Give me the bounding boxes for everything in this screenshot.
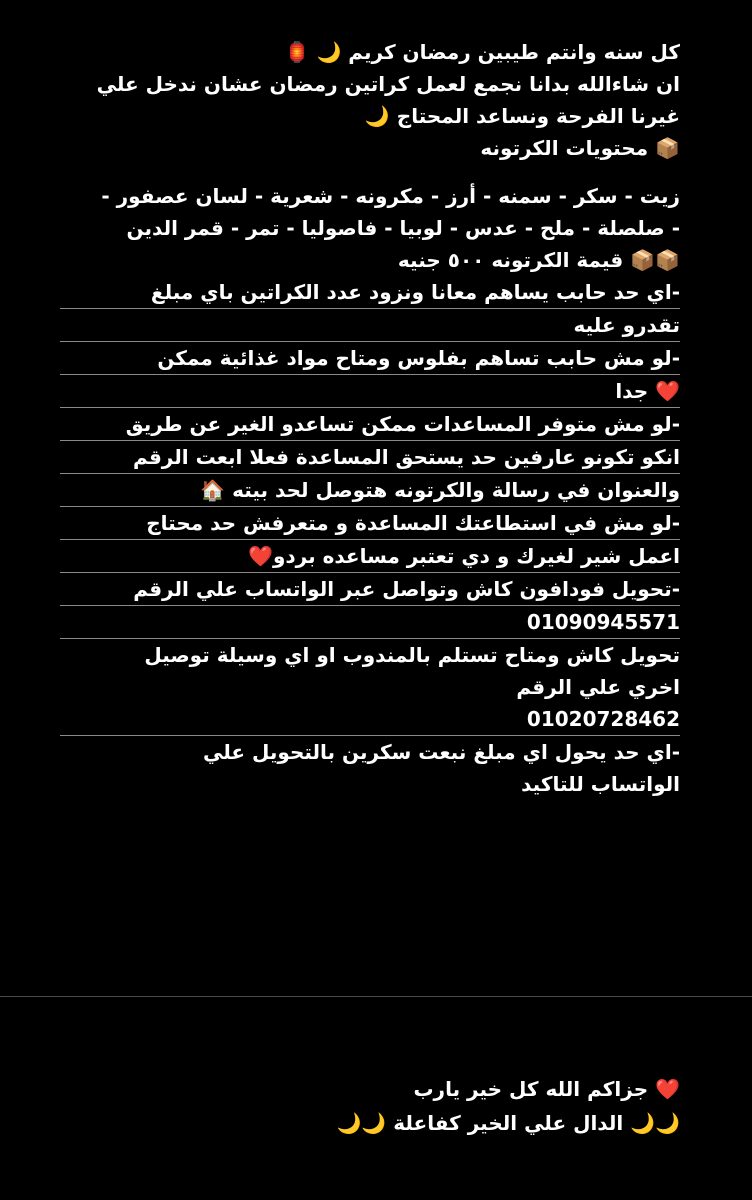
refer-needy-line: والعنوان في رسالة والكرتونه هتوصل لحد بيته 🏠 [60,474,680,507]
food-items-line: ❤️ جدا [60,375,680,408]
contents-list-line: - صلصلة - ملح - عدس - لوبيا - فاصوليا - تمر - قمر الدين [126,216,680,240]
note-body [60,36,680,800]
confirmation-line: الواتساب للتاكيد [521,772,680,796]
share-line: اعمل شير لغيرك و دي تعتبر مساعده بردو❤️ [60,540,680,573]
share-line: -لو مش في استطاعتك المساعدة و متعرفش حد محتاج [60,507,680,540]
divider [0,996,752,997]
contents-heading: 📦 محتويات الكرتونه [480,136,680,160]
contribute-line: -اي حد حابب يساهم معانا ونزود عدد الكراتين باي مبلغ [60,276,680,309]
phone-number-link[interactable]: 01090945571 [60,606,680,639]
food-items-line: -لو مش حابب تساهم بفلوس ومتاح مواد غذائية ممكن [60,342,680,375]
spacer [60,164,680,180]
vodafone-cash-line: -تحويل فودافون كاش وتواصل عبر الواتساب علي الرقم [60,573,680,606]
phone-number-link[interactable]: 01020728462 [60,703,680,736]
contribute-line: تقدرو عليه [60,309,680,342]
closing-line: 🌙🌙 الدال علي الخير كفاعلة 🌙🌙 [336,1111,680,1135]
cash-transfer-line: تحويل كاش ومتاح تستلم بالمندوب او اي وسيلة توصيل [144,643,680,667]
intro-line: ان شاءالله بدانا نجمع لعمل كراتين رمضان عشان ندخل علي [96,72,680,96]
greeting-line: كل سنه وانتم طيبين رمضان كريم 🌙 🏮 [284,40,680,64]
footer-block [60,1072,680,1140]
box-price-line: 📦📦 قيمة الكرتونه ٥٠٠ جنيه [397,248,680,272]
cash-transfer-line: اخري علي الرقم [516,675,680,699]
blessing-line: ❤️ جزاكم الله كل خير يارب [413,1077,680,1101]
refer-needy-line: انكو تكونو عارفين حد يستحق المساعدة فعلا ابعت الرقم [60,441,680,474]
intro-line: غيرنا الفرحة ونساعد المحتاج 🌙 [364,104,680,128]
confirmation-line: -اي حد يحول اي مبلغ نبعت سكرين بالتحويل علي [203,740,680,764]
refer-needy-line: -لو مش متوفر المساعدات ممكن تساعدو الغير عن طريق [60,408,680,441]
contents-list-line: زيت - سكر - سمنه - أرز - مكرونه - شعرية - لسان عصفور - [101,184,680,208]
